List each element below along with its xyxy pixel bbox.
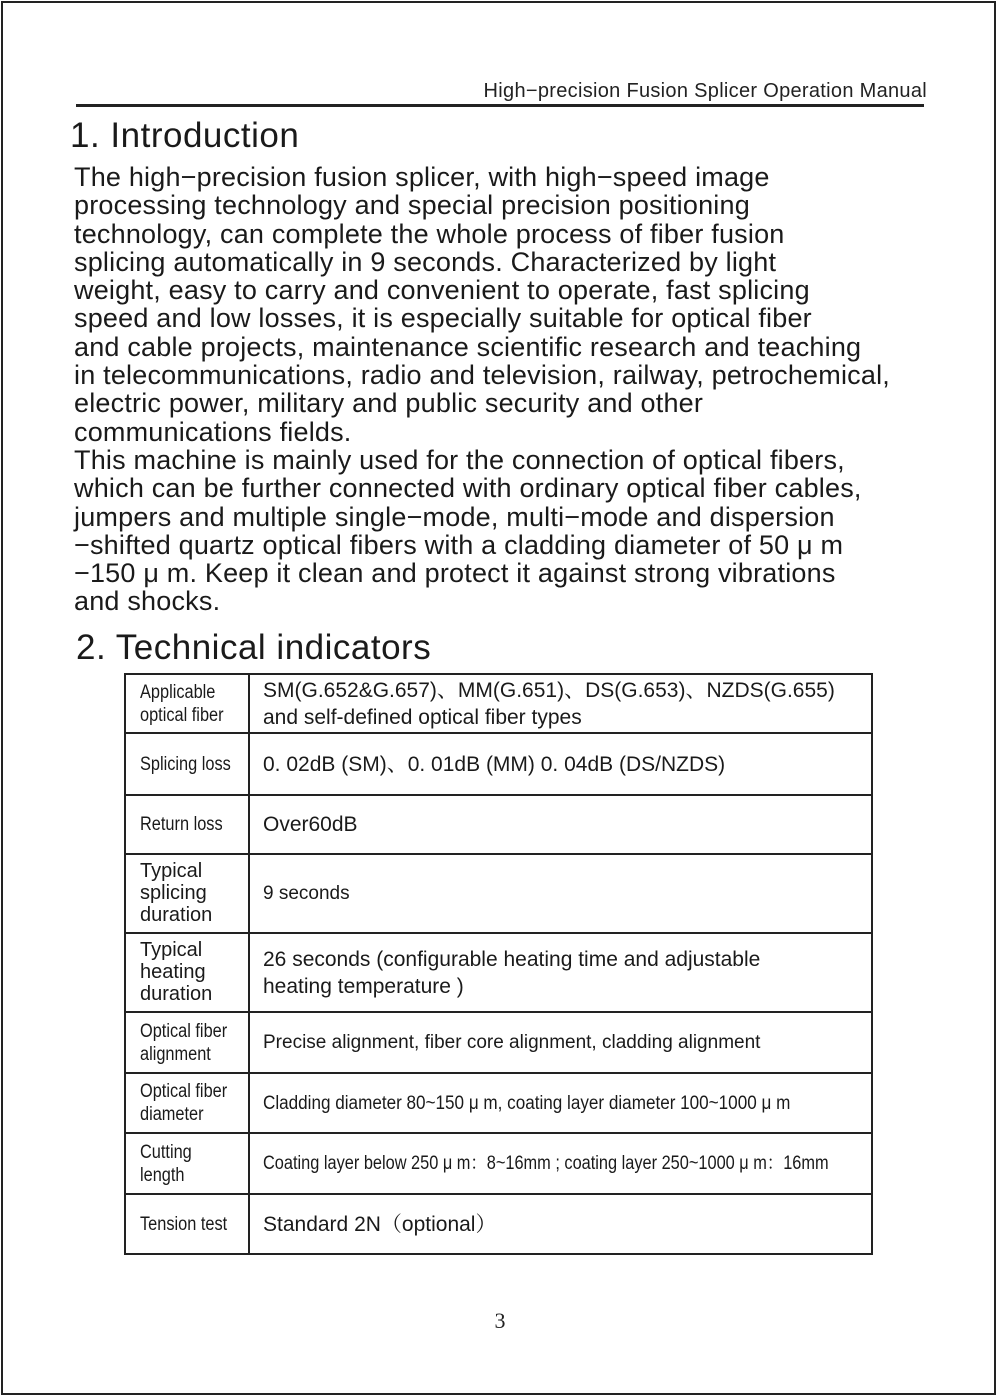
- row-label-cutting-length: [125, 1133, 249, 1194]
- table-row: [125, 795, 872, 854]
- running-header: High−precision Fusion Splicer Operation Manual: [483, 80, 927, 102]
- section-title-technical-indicators: 2. Technical indicators: [76, 628, 432, 667]
- label-text: Typical splicing duration: [140, 860, 213, 926]
- technical-indicators-table: [124, 673, 873, 1255]
- row-label-splicing-loss: [125, 733, 249, 795]
- introduction-paragraph-1: The high−precision fusion splicer, with high−speed image processing technology and special precision positioning technology, can complete the whole process of fiber fusion splicing automatically in 9 seconds. Characterized by light weight, easy to carry and convenient to operate, fast splicing speed and low losses, it is especially suitable for optical fiber and cable projects, maintenance scientific research and teaching in telecommunications, radio and television, railway, petrochemical, electric power, military and public security and other communications fields.: [74, 162, 890, 447]
- label-text: Applicable optical fiber: [140, 681, 224, 726]
- table-row: [125, 674, 872, 733]
- label-text: Optical fiber alignment: [140, 1020, 228, 1065]
- introduction-body: [74, 163, 942, 616]
- section-title-introduction: 1. Introduction: [70, 116, 300, 155]
- row-value-tension-test: Standard 2N（optional）: [249, 1194, 872, 1254]
- introduction-paragraph-2: This machine is mainly used for the connection of optical fibers, which can be further connected with ordinary optical fiber cables, jumpers and multiple single−mode, multi−mode and dispersion −shifted quartz optical fibers with a cladding diameter of 50 μ m −150 μ m. Keep it clean and protect it against strong vibrations and shocks.: [74, 444, 862, 617]
- header-rule: [76, 104, 924, 107]
- row-label-fiber-alignment: [125, 1012, 249, 1073]
- row-value-splicing-loss: 0. 02dB (SM)、0. 01dB (MM) 0. 04dB (DS/NZDS): [249, 733, 872, 795]
- table-row: [125, 1194, 872, 1254]
- row-label-fiber-diameter: [125, 1073, 249, 1133]
- label-text: Return loss: [140, 814, 223, 835]
- label-text: Typical heating duration: [140, 939, 213, 1005]
- page-number: 3: [494, 1308, 506, 1333]
- row-label-heating-duration: [125, 933, 249, 1012]
- label-text: Splicing loss: [140, 753, 231, 775]
- row-value-splicing-duration: 9 seconds: [249, 854, 872, 933]
- row-value-cutting-length: [249, 1133, 872, 1194]
- table-row: [125, 854, 872, 933]
- row-value-fiber-diameter: [249, 1073, 872, 1133]
- table-row: [125, 1012, 872, 1073]
- row-label-splicing-duration: [125, 854, 249, 933]
- table-row: [125, 933, 872, 1012]
- row-label-tension-test: [125, 1194, 249, 1254]
- table-row: [125, 733, 872, 795]
- table-row: [125, 1073, 872, 1133]
- label-text: Tension test: [140, 1213, 228, 1235]
- value-text: Cladding diameter 80~150 μ m, coating layer diameter 100~1000 μ m: [263, 1092, 791, 1114]
- table-row: [125, 1133, 872, 1194]
- row-value-heating-duration: 26 seconds (configurable heating time and adjustable heating temperature ): [249, 933, 872, 1012]
- label-text: Cutting length: [140, 1141, 192, 1186]
- label-text: Optical fiber diameter: [140, 1081, 228, 1125]
- row-value-applicable-fiber: SM(G.652&G.657)、MM(G.651)、DS(G.653)、NZDS(G.655) and self-defined optical fiber types: [249, 674, 872, 733]
- value-text: Coating layer below 250 μ m：8~16mm ; coating layer 250~1000 μ m：16mm: [263, 1153, 829, 1174]
- row-label-applicable-fiber: [125, 674, 249, 733]
- row-value-return-loss: Over60dB: [249, 795, 872, 854]
- row-label-return-loss: [125, 795, 249, 854]
- row-value-fiber-alignment: Precise alignment, fiber core alignment, cladding alignment: [249, 1012, 872, 1073]
